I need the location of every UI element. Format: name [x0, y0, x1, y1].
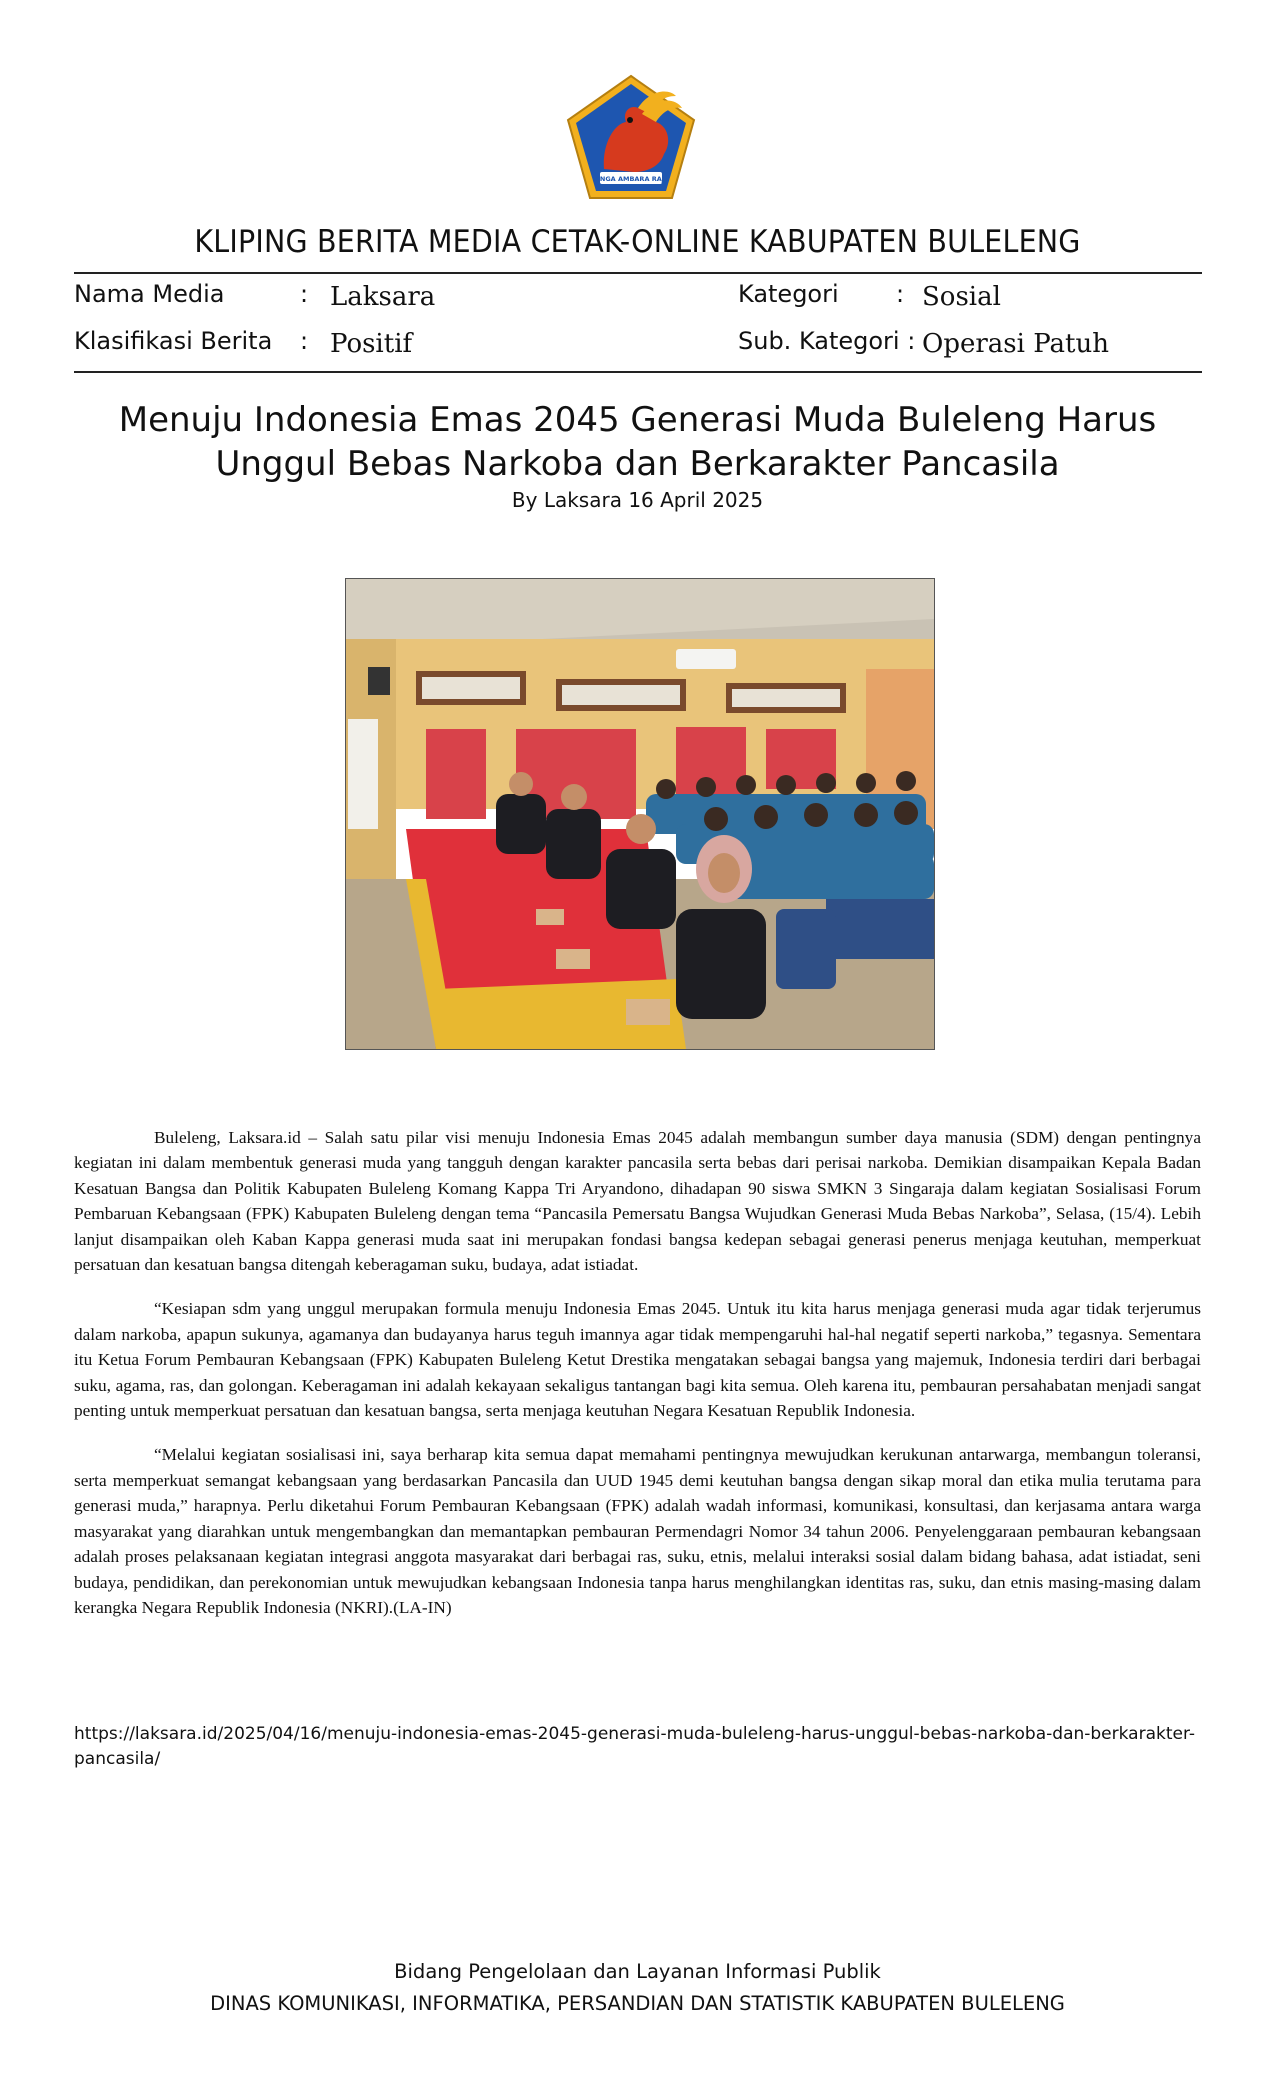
klasifikasi-value: Positif	[330, 329, 413, 359]
source-url-link[interactable]: https://laksara.id/2025/04/16/menuju-indonesia-emas-2045-generasi-muda-buleleng-harus-unggul-bebas-narkoba-dan-berkarakter-pancasila/	[74, 1724, 1196, 1769]
article-paragraph: “Kesiapan sdm yang unggul merupakan formula menuju Indonesia Emas 2045. Untuk itu kita harus menjaga generasi muda agar tidak terjerumus dalam narkoba, apapun sukunya, agamanya dan budayanya harus teguh imannya agar tidak mempengaruhi hal-hal negatif seperti narkoba,” tegasnya. Sementara itu Ketua Forum Pembauran Kebangsaan (FPK) Kabupaten Buleleng Ketut Drestika mengatakan sebagai bangsa yang majemuk, Indonesia terdiri dari berbagai suku, agama, ras, dan golongan. Keberagaman ini adalah kekayaan sekaligus tantangan bagi kita semua. Oleh karena itu, pembauran persahabatan menjadi sangat penting untuk memperkuat persatuan dan kesatuan bangsa, serta menjaga keutuhan Negara Kesatuan Republik Indonesia.	[74, 1299, 1201, 1421]
footer-line-1: Bidang Pengelolaan dan Layanan Informasi Publik	[394, 1960, 881, 1983]
header-rule-top	[74, 272, 1202, 274]
media-label: Nama Media	[74, 280, 225, 308]
subkategori-label: Sub. Kategori :	[738, 327, 916, 355]
article-body	[74, 1125, 1201, 1639]
klasifikasi-colon: :	[300, 327, 309, 355]
media-value: Laksara	[330, 282, 436, 312]
header-rule-bottom	[74, 371, 1202, 373]
article-title: Menuju Indonesia Emas 2045 Generasi Muda Buleleng Harus Unggul Bebas Narkoba dan Berkarakter Pancasila	[118, 400, 1157, 484]
article-paragraph: “Melalui kegiatan sosialisasi ini, saya berharap kita semua dapat memahami pentingnya mewujudkan kerukunan antarwarga, membangun toleransi, serta memperkuat semangat kebangsaan yang berdasarkan Pancasila dan UUD 1945 demi keutuhan bangsa dengan sikap moral dan etika mulia terutama para generasi muda,” harapnya. Perlu diketahui Forum Pembauran Kebangsaan (FPK) adalah wadah informasi, komunikasi, konsultasi, dan kerjasama antara warga masyarakat yang diarahkan untuk mengembangkan dan memantapkan pembauran Permendagri Nomor 34 tahun 2006. Penyelenggaraan pembauran kebangsaan adalah proses pelaksanaan kegiatan integrasi anggota masyarakat dari berbagai ras, suku, etnis, melalui interaksi sosial dalam bidang bahasa, adat istiadat, seni budaya, pendidikan, dan perekonomian untuk mewujudkan kebangsaan Indonesia tanpa harus menghilangkan identitas ras, suku, dan etnis masing-masing dalam kerangka Negara Republik Indonesia (NKRI).(LA-IN)	[74, 1445, 1201, 1617]
classroom-seminar-photo	[346, 579, 934, 1049]
article-paragraph: Buleleng, Laksara.id – Salah satu pilar visi menuju Indonesia Emas 2045 adalah membangun sumber daya manusia (SDM) dengan pentingnya kegiatan ini dalam membentuk generasi muda yang tangguh dengan karakter pancasila serta bebas dari perisai narkoba. Demikian disampaikan Kepala Badan Kesatuan Bangsa dan Politik Kabupaten Buleleng Komang Kappa Tri Aryandono, dihadapan 90 siswa SMKN 3 Singaraja dalam kegiatan Sosialisasi Forum Pembaruan Kebangsaan (FPK) Kabupaten Buleleng dengan tema “Pancasila Pemersatu Bangsa Wujudkan Generasi Muda Bebas Narkoba”, Selasa, (15/4). Lebih lanjut disampaikan oleh Kaban Kappa generasi muda saat ini merupakan fondasi bangsa kedepan sebagai generasi penerus menjaga keutuhan, memperkuat persatuan dan kesatuan bangsa ditengah keberagaman suku, budaya, adat istiadat.	[74, 1128, 1201, 1275]
media-colon: :	[300, 280, 309, 308]
kategori-colon: :	[896, 280, 905, 308]
article-photo	[345, 578, 935, 1050]
klasifikasi-label: Klasifikasi Berita	[74, 327, 273, 355]
footer-line-2: DINAS KOMUNIKASI, INFORMATIKA, PERSANDIAN DAN STATISTIK KABUPATEN BULELENG	[210, 1992, 1065, 2015]
article-byline: By Laksara 16 April 2025	[511, 488, 764, 512]
singa-ambara-raja-emblem-icon	[564, 74, 698, 202]
kategori-label: Kategori	[738, 280, 839, 308]
subkategori-value: Operasi Patuh	[922, 329, 1109, 359]
document-header-title: KLIPING BERITA MEDIA CETAK-ONLINE KABUPATEN BULELENG	[194, 224, 1081, 260]
kabupaten-buleleng-logo	[564, 74, 698, 202]
logo-motto: SINGA AMBARA RAJA	[592, 175, 670, 183]
kategori-value: Sosial	[922, 282, 1001, 312]
